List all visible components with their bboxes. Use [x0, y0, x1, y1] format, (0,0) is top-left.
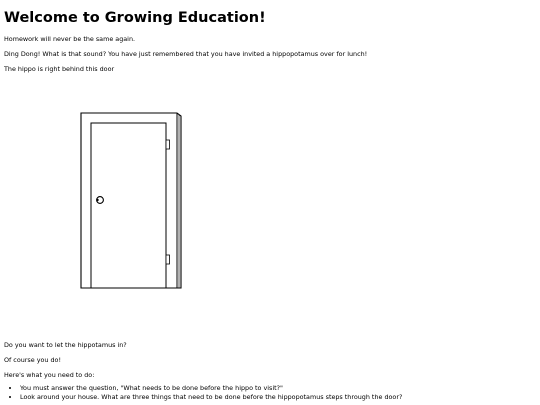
door-icon	[80, 112, 184, 290]
todo-list	[4, 384, 402, 401]
question-text: Do you want to let the hippotamus in?	[4, 341, 127, 349]
todo-heading: Here's what you need to do:	[4, 371, 95, 379]
door-image[interactable]	[80, 112, 184, 290]
page-title: Welcome to Growing Education!	[4, 10, 266, 26]
ding-dong-text: Ding Dong! What is that sound? You have just remembered that you have invited a hippopotamus over for lunch!	[4, 50, 368, 58]
list-item: • Look around your house. What are three things that need to be done before the hippopotamus steps through the door?	[20, 393, 402, 402]
answer-text: Of course you do!	[4, 356, 62, 364]
intro-text: Homework will never be the same again.	[4, 35, 136, 43]
list-item: • You must answer the question, "What needs to be done before the hippo to visit?"	[20, 384, 402, 393]
behind-door-text: The hippo is right behind this door	[4, 65, 115, 73]
